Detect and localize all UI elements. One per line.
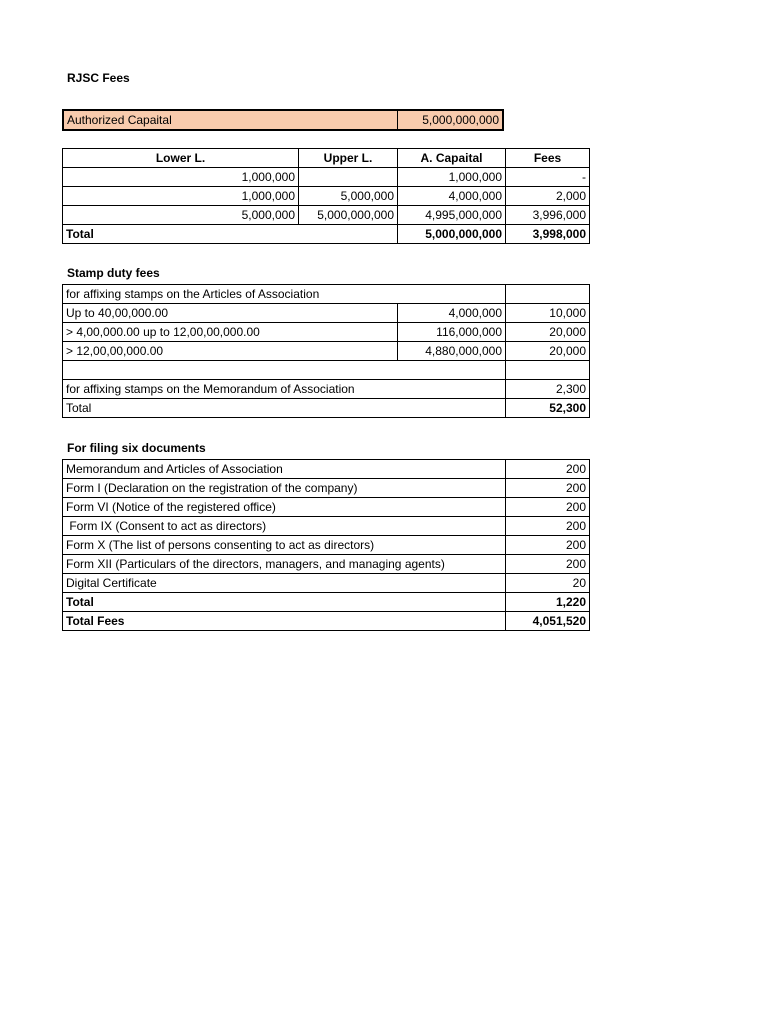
upper-limit-cell: 5,000,000,000 <box>299 206 398 225</box>
stamp-total-value: 52,300 <box>506 399 590 418</box>
stamp-row-label: > 4,00,000.00 up to 12,00,00,000.00 <box>63 323 398 342</box>
table-row <box>63 460 590 479</box>
stamp-duty-table <box>62 284 590 418</box>
table-row <box>63 555 590 574</box>
filing-row-label: Form VI (Notice of the registered office) <box>63 498 506 517</box>
fee-cell: - <box>506 168 590 187</box>
stamp-total-row <box>63 399 590 418</box>
fee-cell: 2,000 <box>506 187 590 206</box>
stamp-row-label: > 12,00,00,000.00 <box>63 342 398 361</box>
filing-row-fee: 200 <box>506 555 590 574</box>
authorized-capital-row <box>63 110 503 130</box>
filing-row-fee: 200 <box>506 498 590 517</box>
capital-cell: 1,000,000 <box>398 168 506 187</box>
filing-total-value: 1,220 <box>506 593 590 612</box>
table-row <box>63 285 590 304</box>
table-row <box>63 498 590 517</box>
fees-total-capital: 5,000,000,000 <box>398 225 506 244</box>
filing-row-fee: 200 <box>506 517 590 536</box>
stamp-duty-title: Stamp duty fees <box>67 266 160 280</box>
lower-limit-cell: 1,000,000 <box>63 187 299 206</box>
stamp-row-fee: 20,000 <box>506 342 590 361</box>
table-row <box>63 574 590 593</box>
filing-row-fee: 200 <box>506 460 590 479</box>
table-row <box>63 206 590 225</box>
filing-table <box>62 459 590 631</box>
filing-row-label: Form I (Declaration on the registration of the company) <box>63 479 506 498</box>
stamp-row-fee: 20,000 <box>506 323 590 342</box>
lower-limit-cell: 1,000,000 <box>63 168 299 187</box>
capital-cell: 4,995,000,000 <box>398 206 506 225</box>
fees-total-label: Total <box>63 225 398 244</box>
grand-total-row <box>63 612 590 631</box>
filing-row-fee: 20 <box>506 574 590 593</box>
authorized-capital-label: Authorized Capaital <box>63 110 397 130</box>
stamp-row-amount: 116,000,000 <box>398 323 506 342</box>
filing-title: For filing six documents <box>67 441 206 455</box>
grand-total-label: Total Fees <box>63 612 506 631</box>
table-row <box>63 304 590 323</box>
filing-row-fee: 200 <box>506 479 590 498</box>
table-row <box>63 517 590 536</box>
table-row <box>63 168 590 187</box>
filing-row-label: Digital Certificate <box>63 574 506 593</box>
filing-row-label: Form IX (Consent to act as directors) <box>63 517 506 536</box>
table-row <box>63 536 590 555</box>
fees-total-value: 3,998,000 <box>506 225 590 244</box>
empty-cell <box>506 285 590 304</box>
authorized-capital-value: 5,000,000,000 <box>397 110 503 130</box>
lower-limit-cell: 5,000,000 <box>63 206 299 225</box>
capital-cell: 4,000,000 <box>398 187 506 206</box>
memorandum-label: for affixing stamps on the Memorandum of Association <box>63 380 506 399</box>
stamp-row-fee: 10,000 <box>506 304 590 323</box>
table-row <box>63 380 590 399</box>
empty-cell <box>506 361 590 380</box>
upper-limit-cell: 5,000,000 <box>299 187 398 206</box>
fees-table <box>62 148 590 244</box>
filing-total-label: Total <box>63 593 506 612</box>
table-row <box>63 323 590 342</box>
stamp-total-label: Total <box>63 399 506 418</box>
empty-cell <box>63 361 506 380</box>
header-lower-limit: Lower L. <box>63 149 299 168</box>
stamp-row-amount: 4,880,000,000 <box>398 342 506 361</box>
filing-row-fee: 200 <box>506 536 590 555</box>
filing-row-label: Memorandum and Articles of Association <box>63 460 506 479</box>
table-row <box>63 361 590 380</box>
fees-header-row <box>63 149 590 168</box>
fee-cell: 3,996,000 <box>506 206 590 225</box>
filing-row-label: Form XII (Particulars of the directors, managers, and managing agents) <box>63 555 506 574</box>
header-capital: A. Capaital <box>398 149 506 168</box>
authorized-capital-table <box>62 109 504 131</box>
filing-total-row <box>63 593 590 612</box>
table-row <box>63 187 590 206</box>
grand-total-value: 4,051,520 <box>506 612 590 631</box>
table-row <box>63 479 590 498</box>
stamp-row-label: Up to 40,00,000.00 <box>63 304 398 323</box>
header-fees: Fees <box>506 149 590 168</box>
stamp-row-amount: 4,000,000 <box>398 304 506 323</box>
upper-limit-cell <box>299 168 398 187</box>
table-row <box>63 342 590 361</box>
memorandum-fee: 2,300 <box>506 380 590 399</box>
articles-label: for affixing stamps on the Articles of Association <box>63 285 506 304</box>
fees-total-row <box>63 225 590 244</box>
header-upper-limit: Upper L. <box>299 149 398 168</box>
filing-row-label: Form X (The list of persons consenting to act as directors) <box>63 536 506 555</box>
page-title: RJSC Fees <box>67 71 130 85</box>
